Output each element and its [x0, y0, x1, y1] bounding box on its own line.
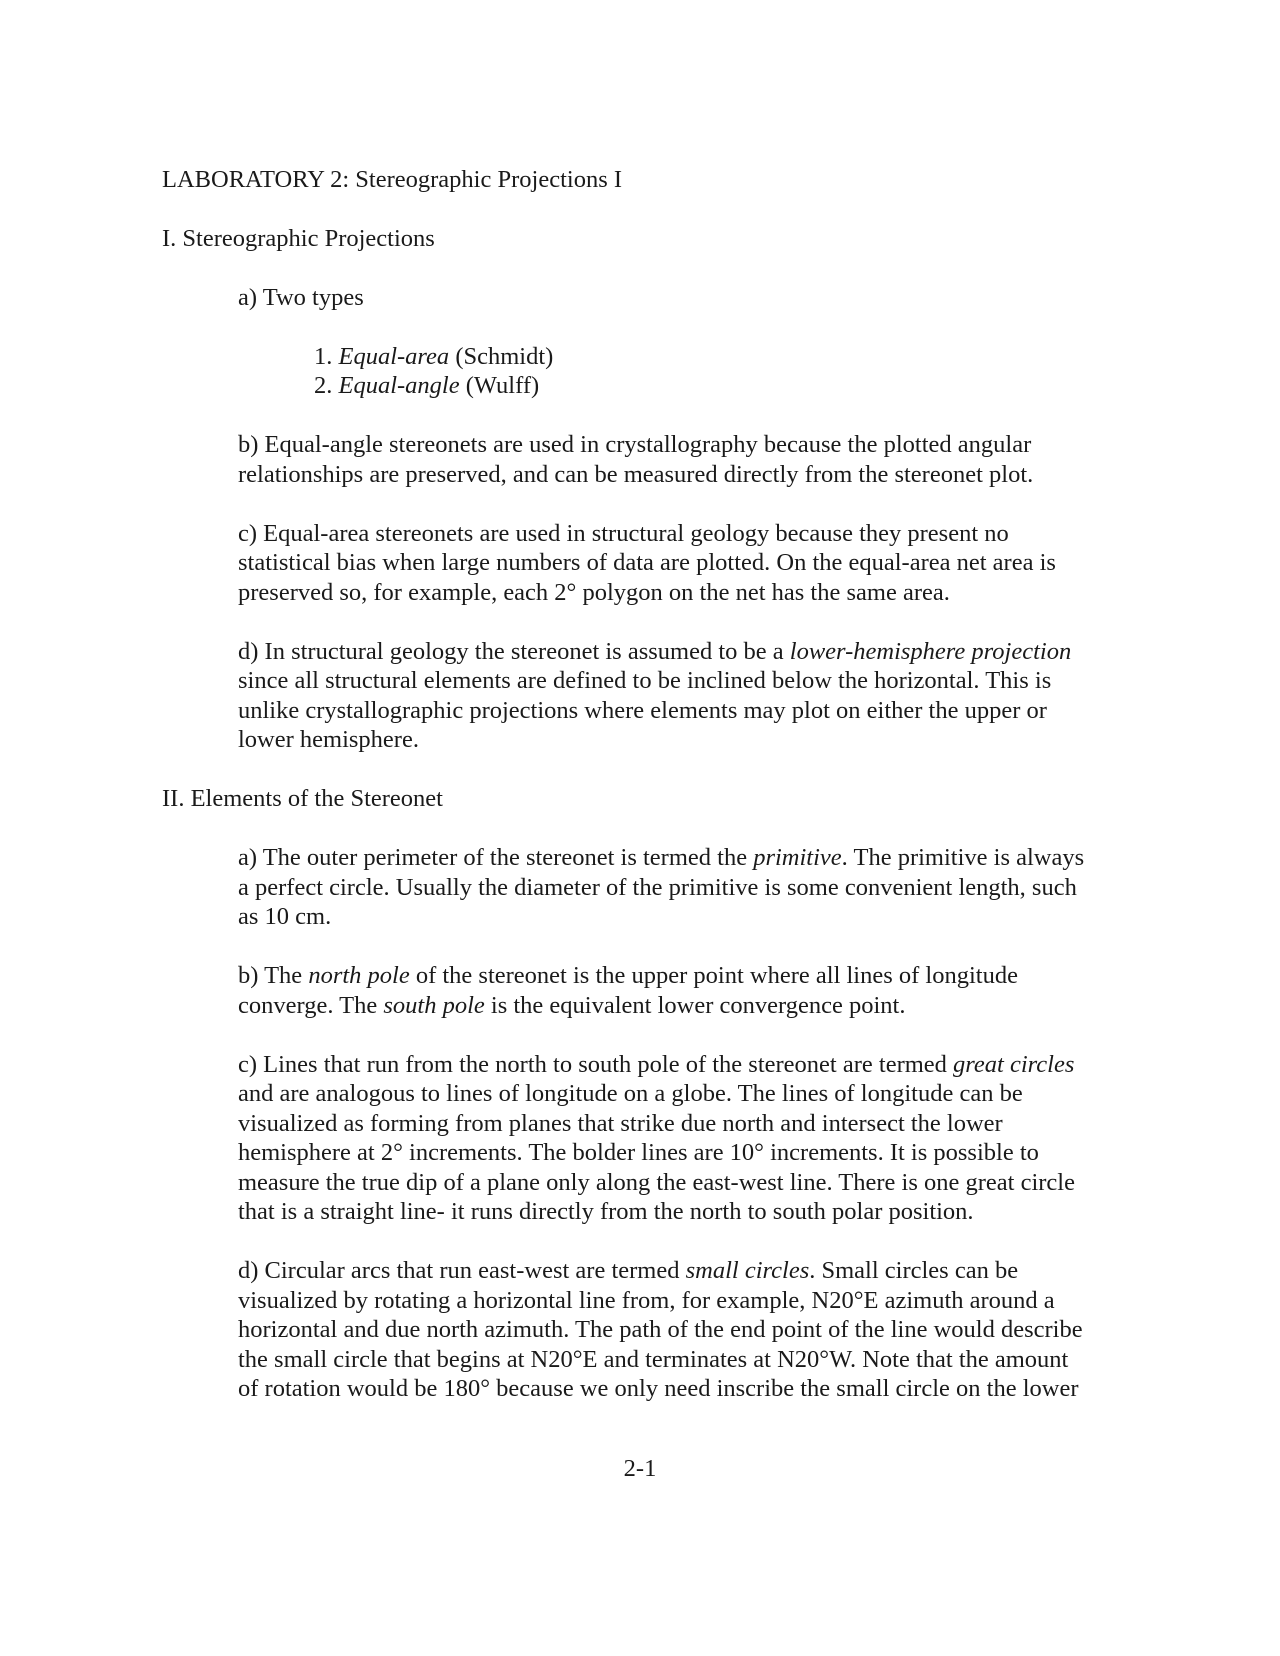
section-1-b-line-2: relationships are preserved, and can be measured directly from the stereonet plot.: [238, 461, 1034, 488]
list-item-detail: (Wulff): [459, 372, 540, 399]
text-span: . The primitive is always: [841, 844, 1085, 871]
section-2-c-line-3: visualized as forming from planes that strike due north and intersect the lower: [238, 1110, 1003, 1137]
text-span: d) Circular arcs that run east-west are termed: [238, 1257, 686, 1284]
list-item-equal-angle: [314, 371, 539, 401]
section-1-c-line-3: preserved so, for example, each 2° polygon on the net has the same area.: [238, 579, 950, 606]
section-1-c-line-1: c) Equal-area stereonets are used in structural geology because they present no: [238, 520, 1009, 547]
section-1-a-label: a) Two types: [238, 284, 364, 311]
list-item-number: 1.: [314, 343, 339, 370]
page-title: LABORATORY 2: Stereographic Projections I: [162, 166, 623, 193]
text-span: a) The outer perimeter of the stereonet is termed the: [238, 844, 754, 871]
section-1-d-line-4: lower hemisphere.: [238, 726, 419, 753]
emphasis-term: small circles: [685, 1257, 810, 1284]
list-item-number: 2.: [314, 372, 339, 399]
list-item-term: Equal-angle: [338, 372, 460, 399]
emphasis-term: south pole: [383, 992, 485, 1019]
section-2-d-line-3: horizontal and due north azimuth. The path of the end point of the line would describe: [238, 1316, 1083, 1343]
text-span: is the equivalent lower convergence point.: [484, 992, 906, 1019]
emphasis-term: lower-hemisphere projection: [789, 638, 1072, 665]
section-1-c-line-2: statistical bias when large numbers of data are plotted. On the equal-area net area is: [238, 549, 1056, 576]
section-2-d-line-5: of rotation would be 180° because we only need inscribe the small circle on the lower: [238, 1375, 1079, 1402]
section-2-c-line-1: [238, 1050, 1074, 1080]
text-span: b) The: [238, 962, 309, 989]
list-item-equal-area: [314, 342, 553, 372]
section-1-b-line-1: b) Equal-angle stereonets are used in crystallography because the plotted angular: [238, 431, 1032, 458]
section-2-d-line-2: visualized by rotating a horizontal line from, for example, N20°E azimuth around a: [238, 1287, 1055, 1314]
list-item-detail: (Schmidt): [449, 343, 554, 370]
emphasis-term: north pole: [308, 962, 410, 989]
section-2-c-line-6: that is a straight line- it runs directly from the north to south polar position.: [238, 1198, 974, 1225]
section-1-d-line-3: unlike crystallographic projections where elements may plot on either the upper or: [238, 697, 1047, 724]
list-item-term: Equal-area: [338, 343, 450, 370]
section-2-a-line-3: as 10 cm.: [238, 903, 332, 930]
text-span: c) Lines that run from the north to south pole of the stereonet are termed: [238, 1051, 954, 1078]
section-2-c-line-5: measure the true dip of a plane only along the east-west line. There is one great circle: [238, 1169, 1075, 1196]
emphasis-term: great circles: [953, 1051, 1075, 1078]
section-1-d-line-2: since all structural elements are defined to be inclined below the horizontal. This is: [238, 667, 1052, 694]
section-1-heading: I. Stereographic Projections: [162, 225, 435, 252]
text-span: d) In structural geology the stereonet is assumed to be a: [238, 638, 790, 665]
section-2-a-line-2: a perfect circle. Usually the diameter of the primitive is some convenient length, such: [238, 874, 1077, 901]
section-2-d-line-1: [238, 1256, 1018, 1286]
emphasis-term: primitive: [753, 844, 842, 871]
section-2-heading: II. Elements of the Stereonet: [162, 785, 443, 812]
section-2-c-line-2: and are analogous to lines of longitude on a globe. The lines of longitude can be: [238, 1080, 1023, 1107]
section-2-c-line-4: hemisphere at 2° increments. The bolder lines are 10° increments. It is possible to: [238, 1139, 1039, 1166]
page-number: 2-1: [623, 1455, 657, 1482]
section-1-d-line-1: [238, 637, 1071, 667]
section-2-a-line-1: [238, 843, 1084, 873]
text-span: converge. The: [238, 992, 384, 1019]
text-span: of the stereonet is the upper point where all lines of longitude: [409, 962, 1018, 989]
section-2-b-line-2: [238, 991, 905, 1021]
section-2-d-line-4: the small circle that begins at N20°E and terminates at N20°W. Note that the amount: [238, 1346, 1069, 1373]
text-span: . Small circles can be: [809, 1257, 1019, 1284]
section-2-b-line-1: [238, 961, 1018, 991]
